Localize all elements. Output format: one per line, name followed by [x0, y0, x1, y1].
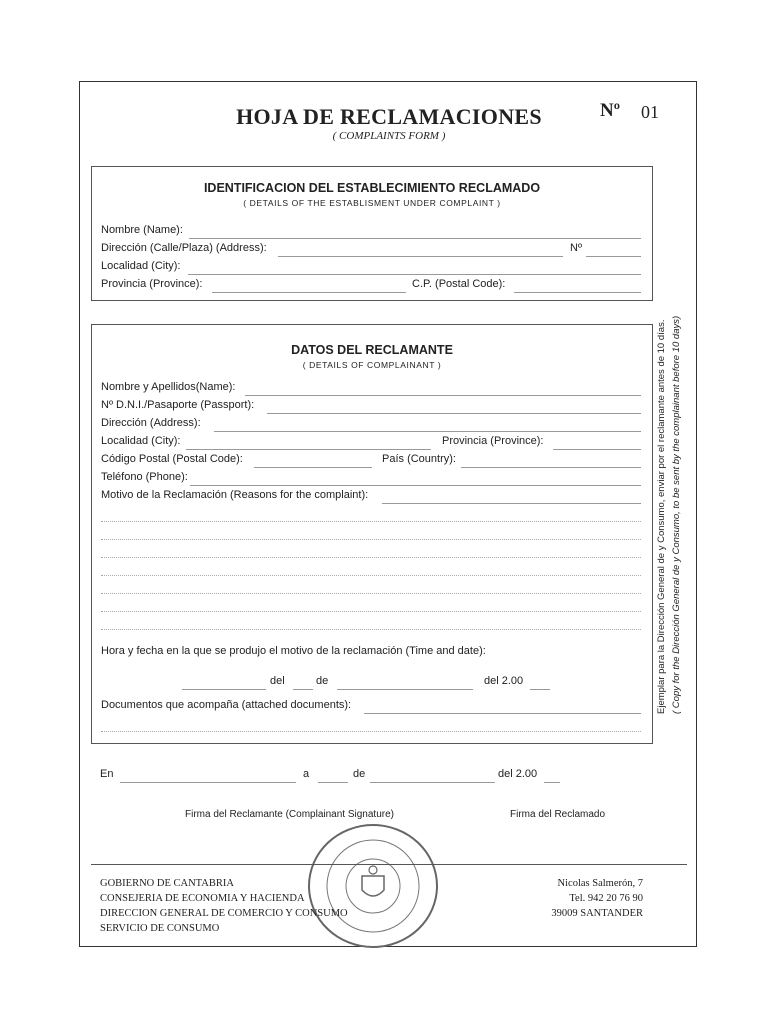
complainant-section — [91, 324, 653, 744]
complainant-subtitle: ( DETAILS OF COMPLAINANT ) — [302, 360, 442, 370]
comp-province-label: Provincia (Province): — [442, 435, 544, 447]
sign-day-field[interactable] — [318, 782, 348, 783]
est-number-label: Nº — [570, 242, 582, 254]
year-field[interactable] — [530, 689, 550, 690]
comp-city-label: Localidad (City): — [101, 435, 181, 447]
sign-year-field[interactable] — [544, 782, 560, 783]
reason-line[interactable] — [101, 575, 641, 576]
complaint-form-page — [79, 81, 697, 947]
sign-month-field[interactable] — [370, 782, 495, 783]
documents-line[interactable] — [101, 731, 641, 732]
comp-name-field[interactable] — [245, 395, 641, 396]
comp-reason-field[interactable] — [382, 503, 641, 504]
comp-reason-label: Motivo de la Reclamación (Reasons for the complaint): — [101, 489, 369, 501]
form-subtitle: ( COMPLAINTS FORM ) — [332, 130, 446, 142]
footer-org-line: DIRECCION GENERAL DE COMERCIO Y CONSUMO — [100, 908, 348, 919]
side-note-spanish: Ejemplar para la Dirección General de y Consumo, enviar por el reclamante antes de 10 días. — [656, 319, 667, 714]
footer-address — [520, 876, 643, 921]
est-name-label: Nombre (Name): — [101, 224, 183, 236]
footer-address-line: Tel. 942 20 76 90 — [569, 893, 643, 904]
reason-line[interactable] — [101, 539, 641, 540]
est-city-field[interactable] — [188, 274, 641, 275]
place-label: En — [100, 768, 114, 780]
reason-line[interactable] — [101, 557, 641, 558]
comp-province-field[interactable] — [553, 449, 641, 450]
est-province-label: Provincia (Province): — [101, 278, 203, 290]
del-label: del — [270, 675, 285, 687]
comp-address-label: Dirección (Address): — [101, 417, 201, 429]
est-province-field[interactable] — [212, 292, 406, 293]
comp-address-field[interactable] — [214, 431, 641, 432]
a-label: a — [303, 768, 310, 780]
comp-postal-field[interactable] — [254, 467, 372, 468]
month-field[interactable] — [337, 689, 473, 690]
place-field[interactable] — [120, 782, 296, 783]
day-field[interactable] — [182, 689, 266, 690]
est-name-field[interactable] — [189, 238, 641, 239]
est-postal-field[interactable] — [514, 292, 641, 293]
comp-postal-label: Código Postal (Postal Code): — [101, 453, 243, 465]
comp-datetime-label: Hora y fecha en la que se produjo el motivo de la reclamación (Time and date): — [101, 645, 486, 657]
footer-address-line: Nicolas Salmerón, 7 — [557, 878, 643, 889]
comp-id-label: Nº D.N.I./Pasaporte (Passport): — [101, 399, 255, 411]
footer-divider — [91, 864, 687, 865]
de-label: de — [316, 675, 329, 687]
reason-line[interactable] — [101, 611, 641, 612]
est-city-label: Localidad (City): — [101, 260, 181, 272]
form-title: HOJA DE RECLAMACIONES — [236, 104, 542, 129]
reason-line[interactable] — [101, 593, 641, 594]
comp-phone-field[interactable] — [190, 485, 641, 486]
comp-country-field[interactable] — [461, 467, 641, 468]
day2-field[interactable] — [293, 689, 313, 690]
footer-org-line: GOBIERNO DE CANTABRIA — [100, 878, 234, 889]
form-number: 01 — [641, 102, 659, 122]
footer-address-line: 39009 SANTANDER — [551, 908, 643, 919]
comp-name-label: Nombre y Apellidos(Name): — [101, 381, 236, 393]
comp-documents-label: Documentos que acompaña (attached documents): — [101, 699, 352, 711]
comp-id-field[interactable] — [267, 413, 641, 414]
comp-city-field[interactable] — [186, 449, 431, 450]
claimed-signature-label: Firma del Reclamado — [510, 809, 606, 820]
est-address-label: Dirección (Calle/Plaza) (Address): — [101, 242, 267, 254]
establishment-section — [91, 166, 653, 301]
comp-documents-field[interactable] — [364, 713, 641, 714]
reason-line[interactable] — [101, 521, 641, 522]
reason-line[interactable] — [101, 629, 641, 630]
sign-year-label: del 2.00 — [498, 768, 538, 780]
complainant-signature-label: Firma del Reclamante (Complainant Signature) — [185, 809, 394, 820]
est-number-field[interactable] — [586, 256, 641, 257]
footer-org-line: SERVICIO DE CONSUMO — [100, 923, 220, 934]
side-note-english: ( Copy for the Dirección General de y Consumo, to be sent by the complainant before 10 days) — [671, 315, 682, 714]
sign-de-label: de — [353, 768, 366, 780]
est-postal-label: C.P. (Postal Code): — [412, 278, 506, 290]
complainant-title: DATOS DEL RECLAMANTE — [291, 343, 453, 357]
establishment-subtitle: ( DETAILS OF THE ESTABLISMENT UNDER COMPLAINT ) — [243, 198, 501, 208]
footer-organization — [100, 876, 348, 936]
year-label: del 2.00 — [484, 675, 524, 687]
comp-phone-label: Teléfono (Phone): — [101, 471, 188, 483]
est-address-field[interactable] — [278, 256, 563, 257]
establishment-title: IDENTIFICACION DEL ESTABLECIMIENTO RECLAMADO — [203, 181, 541, 195]
comp-country-label: País (Country): — [382, 453, 456, 465]
footer-org-line: CONSEJERIA DE ECONOMIA Y HACIENDA — [100, 893, 305, 904]
form-number-label: Nº — [600, 100, 620, 121]
